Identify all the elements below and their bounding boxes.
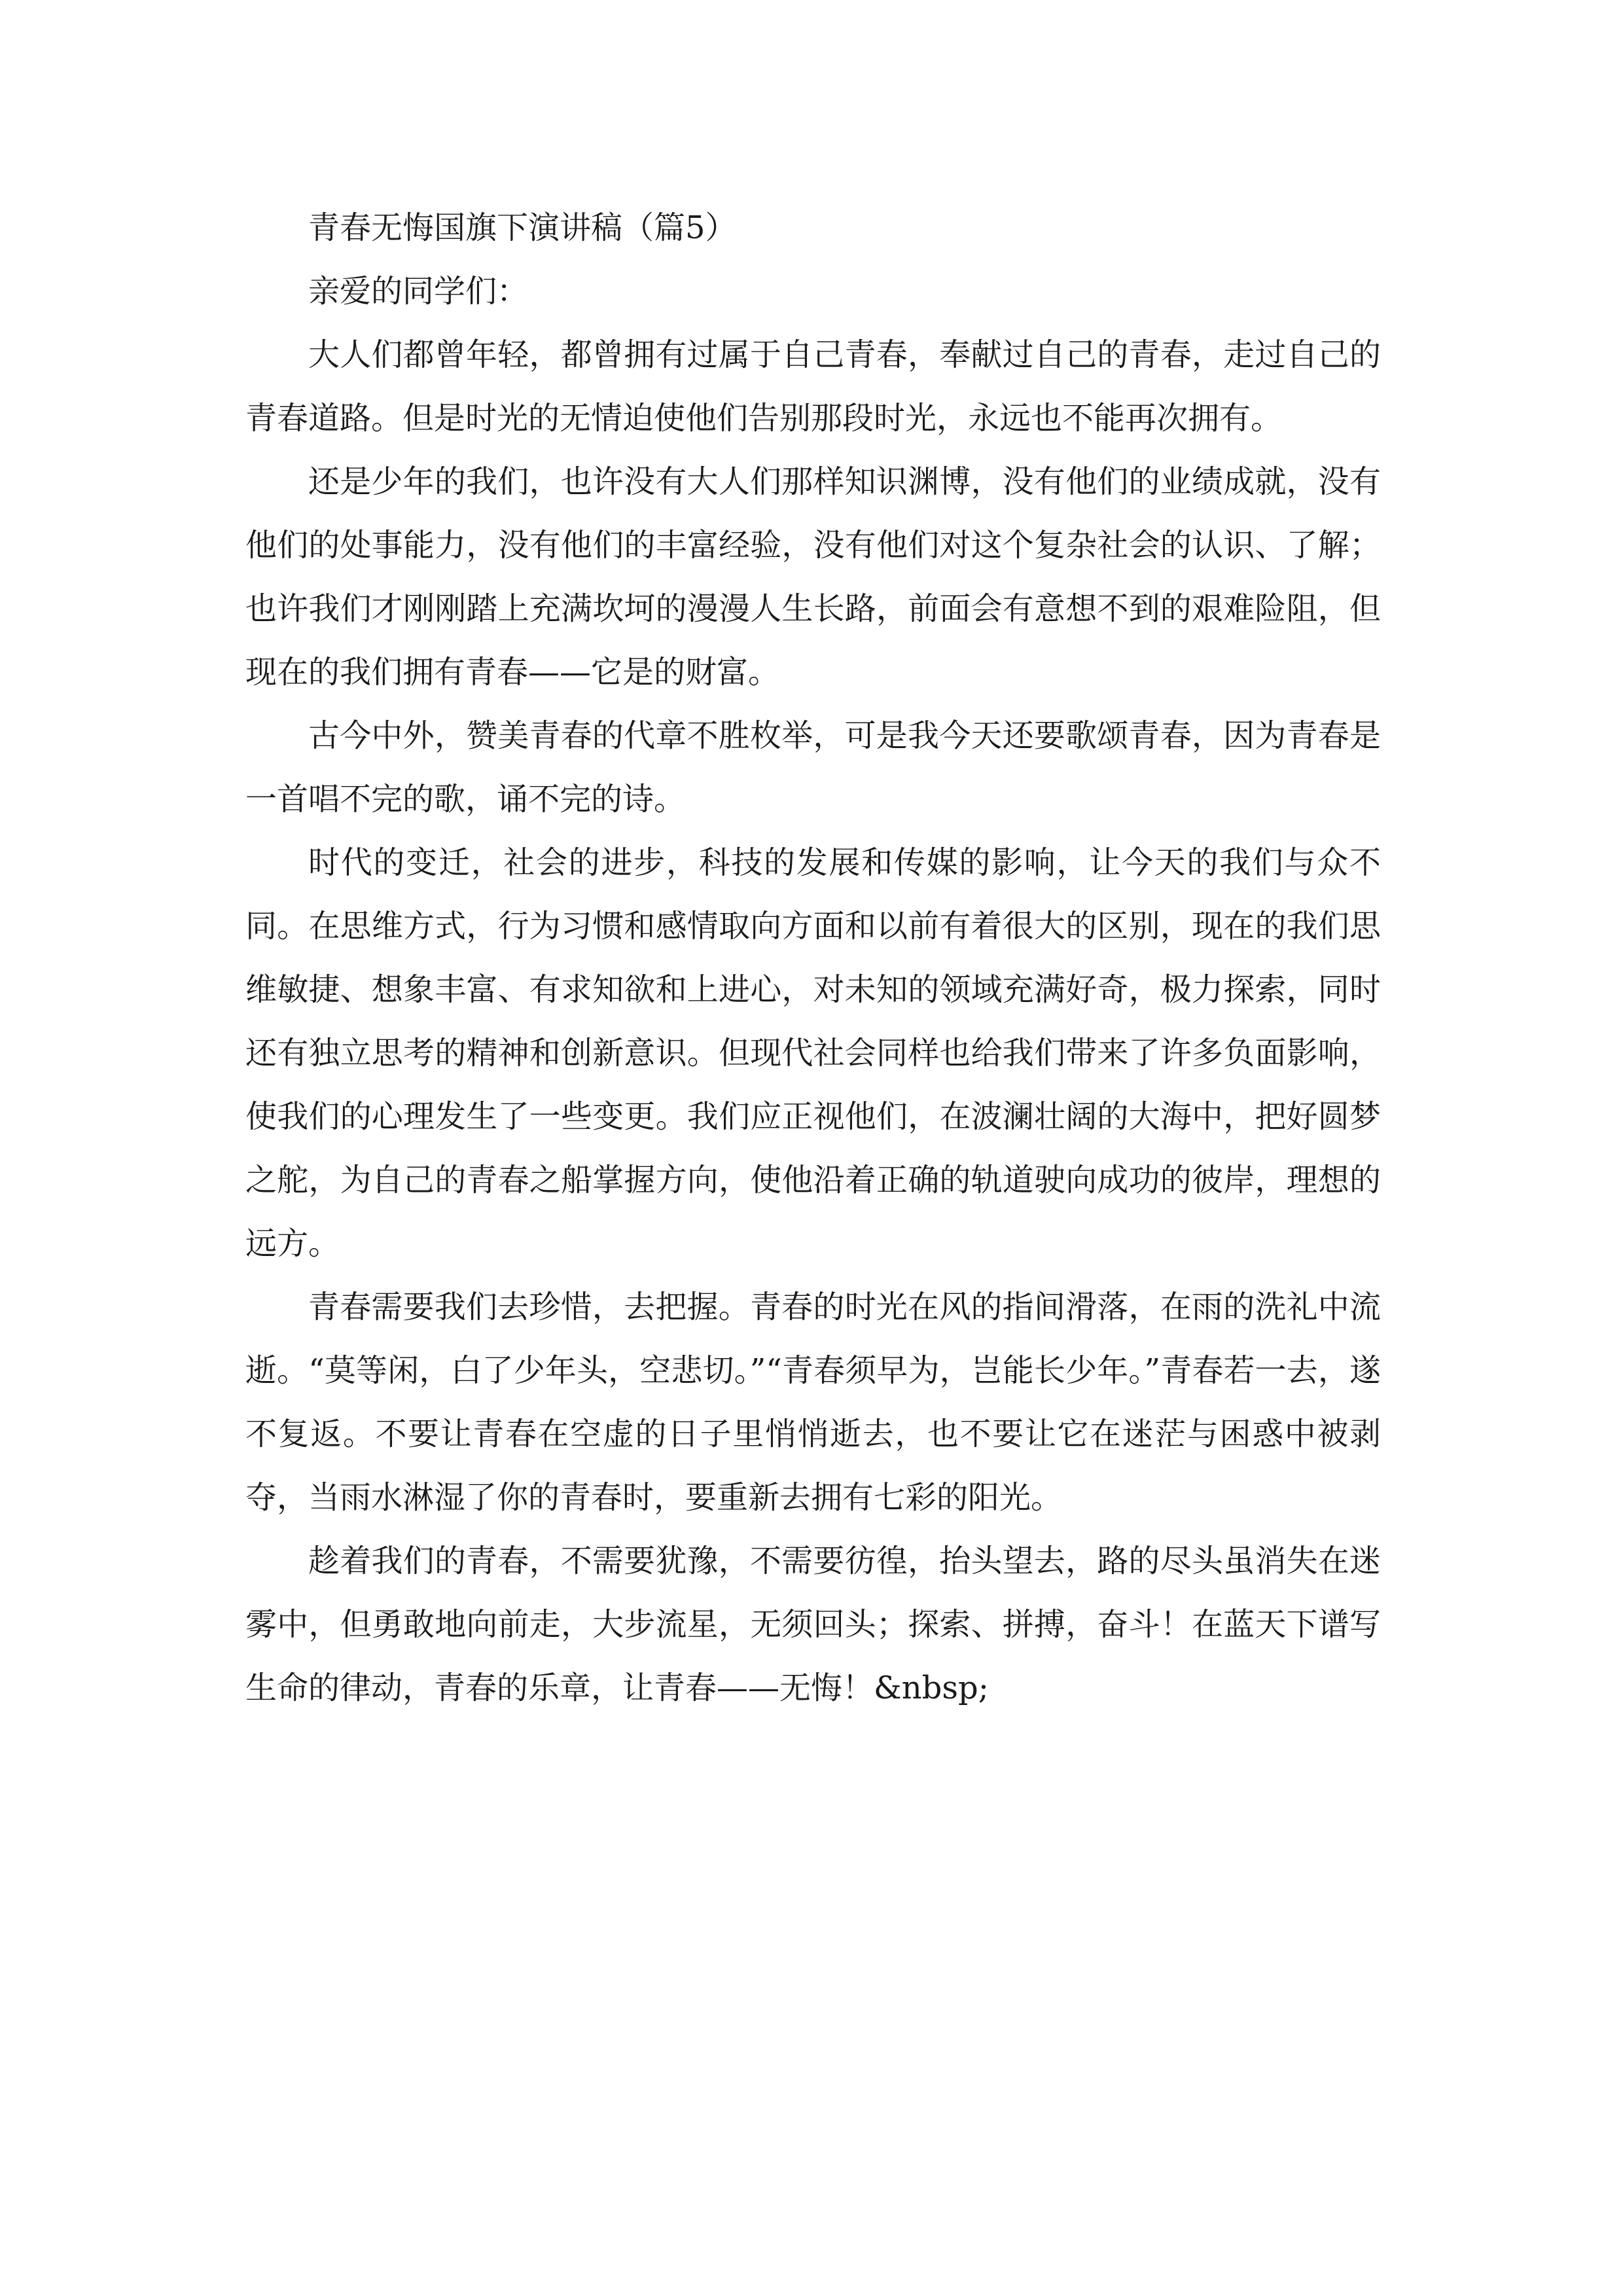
paragraph-4: 时代的变迁，社会的进步，科技的发展和传媒的影响，让今天的我们与众不同。在思维方式，行为习惯和感情取向方面和以前有着很大的区别，现在的我们思维敏捷、想象丰富、有求知欲和上进心，对未知的领域充满好奇，极力探索，同时还有独立思考的精神和创新意识。但现代社会同样也给我们带来了许多负面影响，使我们的心理发生了一些变更。我们应正视他们，在波澜壮阔的大海中，把好圆梦之舵，为自己的青春之船掌握方向，使他沿着正确的轨道驶向成功的彼岸，理想的远方。 — [245, 844, 1381, 1262]
paragraph-1: 大人们都曾年轻，都曾拥有过属于自己青春，奉献过自己的青春，走过自己的青春道路。但是时光的无情迫使他们告别那段时光，永远也不能再次拥有。 — [245, 336, 1381, 437]
greeting: 亲爱的同学们： — [308, 273, 529, 310]
paragraph-5: 青春需要我们去珍惜，去把握。青春的时光在风的指间滑落，在雨的洗礼中流逝。“莫等闲，白了少年头，空悲切。”“青春须早为，岂能长少年。”青春若一去，遂不复返。不要让青春在空虚的日子里悄悄逝去，也不要让它在迷茫与困惑中被剥夺，当雨水淋湿了你的青春时，要重新去拥有七彩的阳光。 — [245, 1289, 1381, 1516]
paragraph-3: 古今中外，赞美青春的代章不胜枚举，可是我今天还要歌颂青春，因为青春是一首唱不完的歌，诵不完的诗。 — [245, 717, 1381, 817]
paragraph-6: 趁着我们的青春，不需要犹豫，不需要彷徨，抬头望去，路的尽头虽消失在迷雾中，但勇敢地向前走，大步流星，无须回头；探索、拼搏，奋斗！在蓝天下谱写生命的律动，青春的乐章，让青春——无悔！&nbsp; — [245, 1543, 1381, 1706]
paragraph-2: 还是少年的我们，也许没有大人们那样知识渊博，没有他们的业绩成就，没有他们的处事能力，没有他们的丰富经验，没有他们对这个复杂社会的认识、了解；也许我们才刚刚踏上充满坎坷的漫漫人生长路，前面会有意想不到的艰难险阻，但现在的我们拥有青春——它是的财富。 — [245, 463, 1381, 691]
document-body — [245, 196, 1381, 1720]
document-title: 青春无悔国旗下演讲稿（篇5） — [308, 209, 737, 246]
